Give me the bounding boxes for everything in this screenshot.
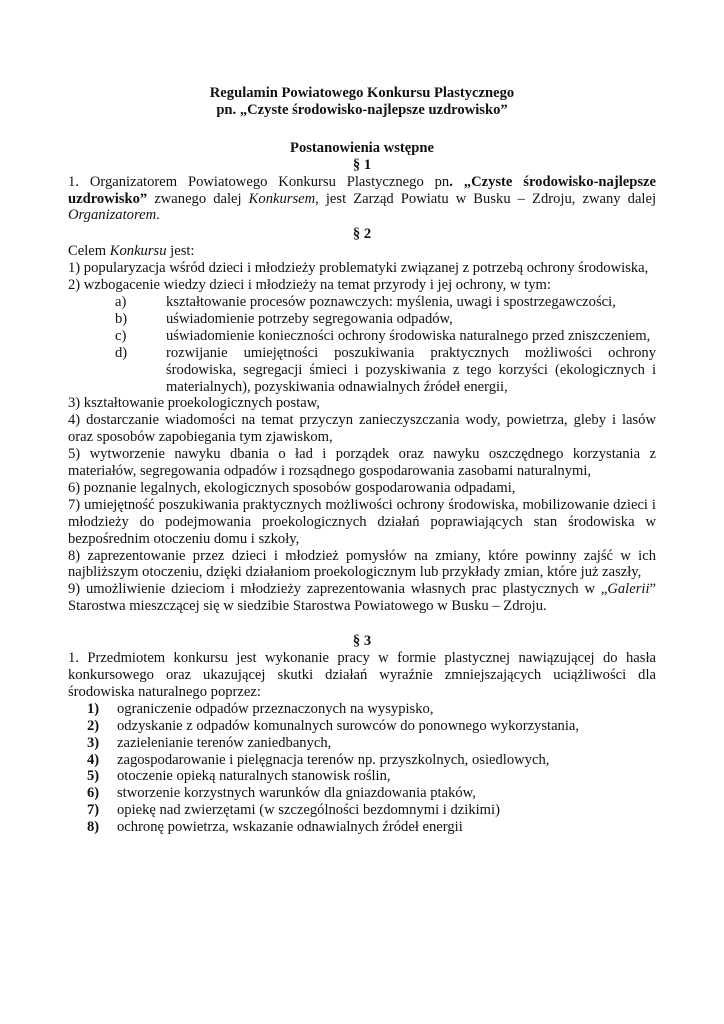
- list-item: [68, 785, 656, 802]
- contest-name: . „Czyste środowisko-najlepsze uzdrowisko”: [68, 173, 656, 207]
- paragraph-mark-3: § 3: [352, 633, 372, 650]
- list-item-text: stworzenie korzystnych warunków dla gniazdowania ptaków,: [117, 785, 476, 802]
- goal-item-9: [68, 581, 656, 615]
- list-item-number: 5): [87, 768, 100, 785]
- list-item: [68, 735, 656, 752]
- goal-subitem-c: [68, 328, 656, 345]
- paragraph-1: [68, 174, 656, 225]
- list-item-text: odzyskanie z odpadów komunalnych surowców do ponownego wykorzystania,: [117, 717, 580, 734]
- list-item-text: zagospodarowanie i pielęgnacja terenów np. przyszkolnych, osiedlowych,: [117, 751, 550, 768]
- subitem-letter: b): [115, 310, 128, 327]
- list-item: [68, 802, 656, 819]
- section3-intro: 1. Przedmiotem konkursu jest wykonanie pracy w formie plastycznej nawiązującej do hasła konkursowego oraz ukazującej skutki działań wyraźnie zmniejszających uciążliwości dla środowiska naturalnego poprzez:: [68, 650, 656, 700]
- document-title-line1: Regulamin Powiatowego Konkursu Plastycznego: [209, 85, 515, 101]
- paragraph-mark-2: § 2: [352, 226, 372, 243]
- subitem-text: uświadomienie konieczności ochrony środowiska naturalnego przed zniszczeniem,: [166, 327, 651, 344]
- list-item-text: ograniczenie odpadów przeznaczonych na wysypisko,: [117, 700, 434, 717]
- goal-item-5: 5) wytworzenie nawyku dbania o ład i porządek oraz nawyku oszczędnego korzystania z materiałów, segregowania odpadów i rozsądnego gospodarowania zasobami naturalnymi,: [68, 446, 656, 480]
- term-organizator: Organizatorem: [68, 207, 157, 224]
- subitem-text: uświadomienie potrzeby segregowania odpadów,: [166, 310, 453, 327]
- section2-intro-b: Konkursu: [109, 243, 167, 260]
- list-item-number: 3): [87, 734, 100, 751]
- subitem-text: rozwijanie umiejętności poszukiwania praktycznych możliwości ochrony środowiska, segregacji śmieci i pozyskiwania z tego korzyści (ekologicznych i materialnych), pozyskiwania odnawialnych źródeł energii,: [166, 344, 656, 395]
- subitem-letter: c): [115, 327, 127, 344]
- goal-subitem-d: [68, 345, 656, 396]
- goal-item-7: 7) umiejętność poszukiwania praktycznych możliwości ochrony środowiska, mobilizowanie dzieci i młodzieży do podejmowania proekologicznych działań poprawiających stan środowiska w bezpośrednim otoczeniu domu i szkoły,: [68, 496, 656, 547]
- goal-item-9-c: ” Starostwa mieszczącej się w siedzibie Starostwa Powiatowego w Busku – Zdroju.: [68, 581, 656, 615]
- list-item-number: 8): [87, 819, 100, 836]
- list-item-number: 1): [87, 700, 100, 717]
- paragraph-1-text-a: 1. Organizatorem Powiatowego Konkursu Plastycznego pn: [68, 173, 450, 190]
- goal-item-2: 2) wzbogacenie wiedzy dzieci i młodzieży na temat przyrody i jej ochrony, w tym:: [68, 277, 551, 294]
- list-item-text: otoczenie opieką naturalnych stanowisk roślin,: [117, 768, 391, 785]
- list-item-text: zazielenianie terenów zaniedbanych,: [117, 734, 332, 751]
- paragraph-1-text-e: , jest Zarząd Powiatu w Busku – Zdroju, zwany dalej: [315, 190, 657, 207]
- list-item: [68, 701, 656, 718]
- goal-item-8: 8) zaprezentowanie przez dzieci i młodzież pomysłów na zmiany, które powinny zajść w ich najbliższym otoczeniu, dzięki działaniom proekologicznym lub przykłady zmian, które już zaszły,: [68, 547, 656, 581]
- paragraph-1-text-c: zwanego dalej: [147, 190, 249, 207]
- subitem-letter: d): [115, 344, 128, 361]
- list-item: [68, 768, 656, 785]
- paragraph-mark-1: § 1: [352, 156, 372, 173]
- list-item-text: opiekę nad zwierzętami (w szczególności bezdomnymi i dzikimi): [117, 802, 500, 819]
- list-item-number: 2): [87, 717, 100, 734]
- section-heading-intro: Postanowienia wstępne: [290, 139, 434, 156]
- goal-subitem-a: [68, 294, 656, 311]
- section2-intro-a: Celem: [68, 243, 110, 260]
- scope-list: [68, 701, 656, 836]
- list-item: [68, 718, 656, 735]
- section2-intro-c: jest:: [166, 243, 195, 260]
- section2-intro: [68, 243, 656, 260]
- term-galeria: Galerii: [607, 581, 650, 598]
- document-page: [68, 85, 656, 836]
- term-konkurs: Konkursem: [248, 190, 316, 207]
- goal-item-3: 3) kształtowanie proekologicznych postaw,: [68, 395, 320, 412]
- list-item-text: ochronę powietrza, wskazanie odnawialnych źródeł energii: [117, 819, 463, 836]
- list-item-number: 4): [87, 751, 100, 768]
- subitem-text: kształtowanie procesów poznawczych: myślenia, uwagi i spostrzegawczości,: [166, 293, 616, 310]
- list-item: [68, 819, 656, 836]
- goal-subitem-b: [68, 311, 656, 328]
- subitem-letter: a): [115, 293, 127, 310]
- goal-item-6: 6) poznanie legalnych, ekologicznych sposobów gospodarowania odpadami,: [68, 479, 516, 496]
- goal-item-4: 4) dostarczanie wiadomości na temat przyczyn zanieczyszczania wody, powietrza, gleby i lasów oraz sposobów zapobiegania tym zjawiskom,: [68, 412, 656, 446]
- document-title-line2: pn. „Czyste środowisko-najlepsze uzdrowisko”: [216, 101, 508, 118]
- list-item: [68, 752, 656, 769]
- paragraph-1-text-g: .: [156, 207, 160, 224]
- list-item-number: 7): [87, 802, 100, 819]
- goal-item-9-a: 9) umożliwienie dzieciom i młodzieży zaprezentowania własnych prac plastycznych w „: [68, 581, 608, 598]
- goal-item-1: 1) popularyzacja wśród dzieci i młodzieży problematyki związanej z potrzebą ochrony środowiska,: [68, 260, 649, 277]
- list-item-number: 6): [87, 785, 100, 802]
